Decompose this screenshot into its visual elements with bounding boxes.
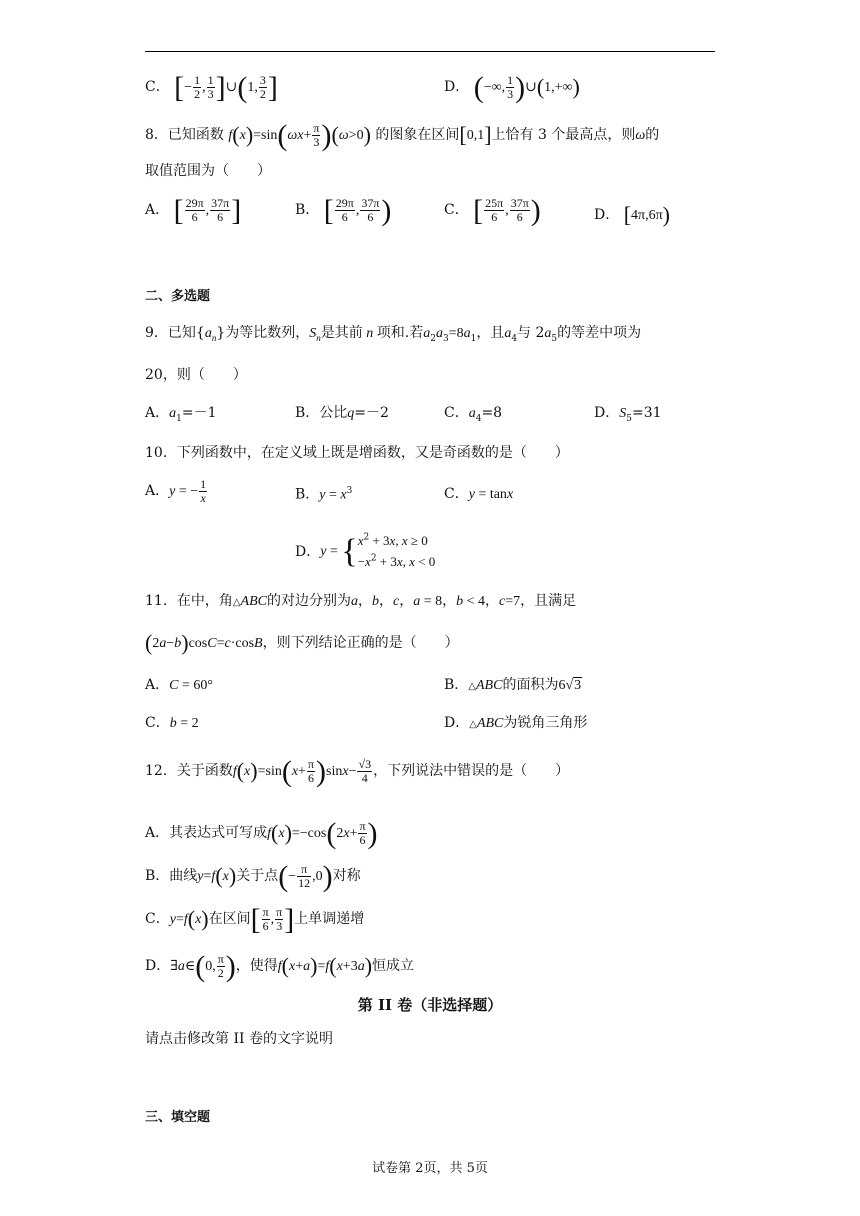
q8-option-b[interactable]: B． [ $\frac{29\pi}{6}$ , $\frac{37\pi}{6}$ ): [295, 194, 392, 227]
option-label: C．: [145, 79, 170, 95]
q12-option-c[interactable]: C．y=f(x)在区间[ $\frac{\pi}{6}$ , $\frac{\pi}{3}$ ]上单调递增: [145, 903, 365, 936]
question-10-stem: 10．下列函数中，在定义域上既是增函数，又是奇函数的是（ ）: [145, 445, 569, 461]
question-12-stem: 12．关于函数f(x)=sin(x+ $\frac{\pi}{6}$ )sinx− $\frac{√3}{4}$ ，下列说法中错误的是（ ）: [145, 755, 570, 788]
q8-option-c[interactable]: C． [ $\frac{25\pi}{6}$ , $\frac{37\pi}{6}$ ): [444, 194, 541, 227]
question-8-stem: 8．已知函数 f(x)=sin(ωx+ $\frac{\pi}{3}$ )(ω>0) 的图象在区间[0,1]上恰有 3 个最高点，则ω的: [145, 119, 660, 152]
q11-option-d[interactable]: D．△ABC为锐角三角形: [444, 715, 588, 731]
q10-option-a[interactable]: A．y = − $\frac{1}{x}$: [145, 477, 207, 505]
q11-option-c[interactable]: C．b = 2: [145, 715, 199, 731]
q9-option-b[interactable]: B．公比q=－2: [295, 405, 389, 421]
question-9-stem: 9．已知$\{a_n\}$为等比数列，$S_n$是其前 n 项和.若$a_2a_3=8a_1$，且$a_4$与 $2a_5$的等差中项为: [145, 325, 642, 344]
question-8-line2: 取值范围为（ ）: [145, 163, 271, 179]
q12-option-a[interactable]: A．其表达式可写成f(x)=−cos(2x+ $\frac{\pi}{6}$ ): [145, 817, 378, 850]
option-label: D．: [444, 79, 470, 95]
section-heading-multiple-choice: 二、多选题: [145, 289, 211, 304]
page-footer: 试卷第 2页，共 5页: [372, 1161, 488, 1176]
q11-option-b[interactable]: B．△ABC的面积为6√3: [444, 677, 582, 693]
q12-option-b[interactable]: B．曲线y=f(x)关于点(− $\frac{\pi}{12}$ ,0)对称: [145, 860, 361, 893]
q9-option-d[interactable]: D．$S_5=31$: [594, 405, 662, 424]
q11-option-a[interactable]: A．C = 60°: [145, 677, 213, 693]
q7-option-c[interactable]: C． [− $\frac{1}{2}$ , $\frac{1}{3}$ ]∪(1, $\frac{3}{2}$ ]: [145, 71, 278, 104]
section-heading-fill-in: 三、填空题: [145, 1110, 211, 1125]
q12-option-d[interactable]: D．∃a∈(0, $\frac{\pi}{2}$ )，使得f(x+a)=f(x+3a)恒成立: [145, 950, 415, 983]
q10-option-d[interactable]: D．y = { $x^2 + 3x$, x ≥ 0 $-x^2 + 3x$, x < 0: [295, 532, 436, 571]
q9-option-c[interactable]: C．$a_4=8$: [444, 405, 503, 424]
part-2-title: 第 II 卷（非选择题）: [357, 996, 503, 1014]
question-9-line2: 20，则（ ）: [145, 367, 247, 383]
part-2-note[interactable]: 请点击修改第 II 卷的文字说明: [145, 1031, 333, 1047]
question-11-stem: 11．在中，角△ABC的对边分别为a，b，c，a = 8，b < 4，c=7，且满足: [145, 593, 577, 609]
header-rule: [145, 51, 715, 52]
q8-option-a[interactable]: A． [ $\frac{29\pi}{6}$ , $\frac{37\pi}{6}$ ]: [145, 194, 242, 227]
q7-option-d[interactable]: D． (−∞, $\frac{1}{3}$ )∪(1,+∞): [444, 71, 580, 104]
q10-option-c[interactable]: C．y = tanx: [444, 486, 514, 502]
q9-option-a[interactable]: A．$a_1=-1$: [145, 405, 217, 424]
q8-option-d[interactable]: D． [4π,6π): [594, 202, 670, 227]
question-11-line2: (2a−b)cosC=c·cosB，则下列结论正确的是（ ）: [145, 630, 459, 655]
q10-option-b[interactable]: B．$y = x^3$: [295, 486, 353, 503]
